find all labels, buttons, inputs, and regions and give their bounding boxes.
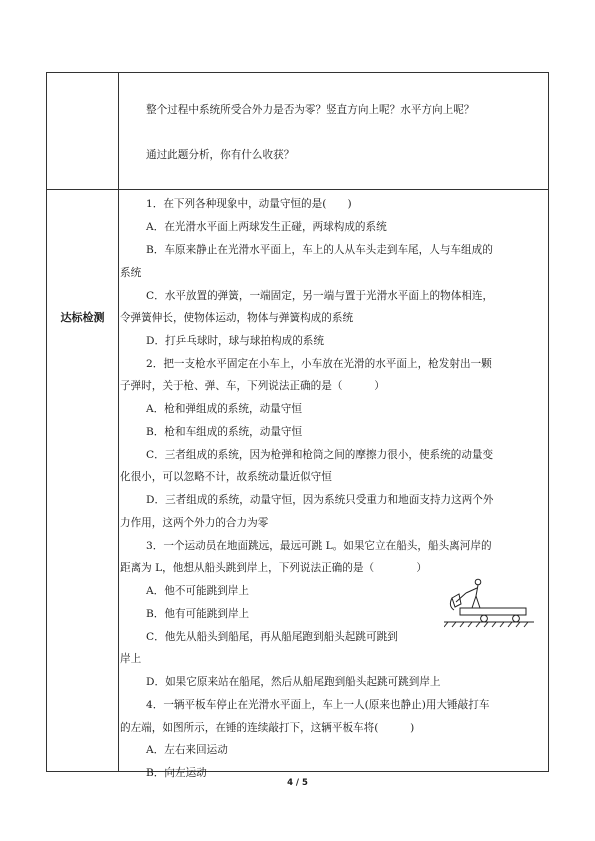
text-line: 3．一个运动员在地面跳远，最远可跳 L。如果它立在船头，船头离河岸的 xyxy=(146,540,492,552)
text-line: A．他不可能跳到岸上 xyxy=(146,585,249,597)
text-line: C．三者组成的系统，因为枪弹和枪筒之间的摩擦力很小，使系统的动量变 xyxy=(146,449,494,461)
text-line: B．车原来静止在光滑水平面上，车上的人从车头走到车尾，人与车组成的 xyxy=(146,244,493,256)
text-line: D．打乒乓球时，球与球拍构成的系统 xyxy=(146,335,324,347)
reflection-line: 通过此题分析，你有什么收获？ xyxy=(146,149,295,161)
text-line: 2．把一支枪水平固定在小车上，小车放在光滑的水平面上，枪发射出一颗 xyxy=(146,358,492,370)
text-line: 系统 xyxy=(120,267,142,279)
section-label: 达标检测 xyxy=(60,311,105,324)
text-line: 令弹簧伸长，使物体运动，物体与弹簧构成的系统 xyxy=(120,312,354,324)
cart-diagram xyxy=(444,579,534,627)
text-line: 岸上 xyxy=(120,653,142,665)
text-line: 的左端，如图所示，在锤的连续敲打下，这辆平板车将( ) xyxy=(120,722,415,734)
text-line: B．枪和车组成的系统，动量守恒 xyxy=(146,426,303,438)
content-table xyxy=(46,72,549,772)
question-line: 整个过程中系统所受合外力是否为零？竖直方向上呢？水平方向上呢？ xyxy=(146,104,475,116)
text-line: C．水平放置的弹簧，一端固定，另一端与置于光滑水平面上的物体相连， xyxy=(146,290,494,302)
text-line: 距离为 L，他想从船头跳到岸上，下列说法正确的是（ ） xyxy=(120,562,428,574)
text-line: 化很小，可以忽略不计，故系统动量近似守恒 xyxy=(120,471,332,483)
text-line: B．他有可能跳到岸上 xyxy=(146,608,250,620)
page-number: 4 / 5 xyxy=(287,778,308,788)
text-line: B．向左运动 xyxy=(146,767,207,779)
text-line: A．在光滑水平面上两球发生正碰，两球构成的系统 xyxy=(146,221,387,233)
text-line: A．左右来回运动 xyxy=(146,744,228,756)
text-line: 子弹时，关于枪、弹、车，下列说法正确的是（ ） xyxy=(120,380,385,392)
text-line: D．如果它原来站在船尾，然后从船尾跑到船头起跳可跳到岸上 xyxy=(146,676,441,688)
text-line: A．枪和弹组成的系统，动量守恒 xyxy=(146,403,302,415)
text-line: 力作用，这两个外力的合力为零 xyxy=(120,517,269,529)
column-divider xyxy=(118,73,119,771)
text-line: 4．一辆平板车停止在光滑水平面上，车上一人(原来也静止)用大锤敲打车 xyxy=(146,699,490,711)
row-divider xyxy=(47,189,548,190)
text-line: D．三者组成的系统，动量守恒，因为系统只受重力和地面支持力这两个外 xyxy=(146,494,494,506)
text-line: C．他先从船头到船尾，再从船尾跑到船头起跳可跳到 xyxy=(146,631,398,643)
text-line: 1．在下列各种现象中，动量守恒的是( ) xyxy=(146,198,352,210)
cart-hammer-figure xyxy=(444,578,534,634)
